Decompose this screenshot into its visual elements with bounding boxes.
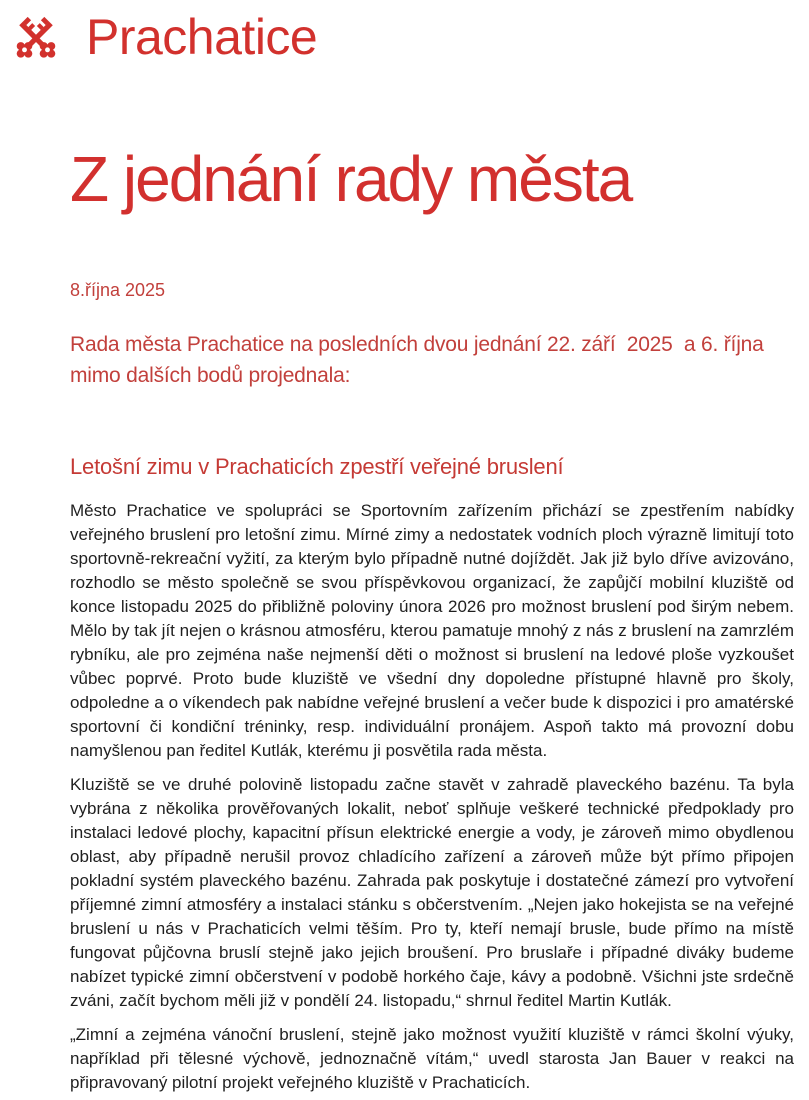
intro-line-2: mimo dalších bodů projednala: [70, 364, 351, 388]
body-paragraph-2: Kluziště se ve druhé polovině listopadu začne stavět v zahradě plaveckého bazénu. Ta byla vybrána z několika prověřovaných lokalit, neboť splňuje veškeré technické předpoklady pro instalaci ledové plochy, kapacitní přísun elektrické energie a vody, je zároveň mimo obydlenou oblast, aby případně nerušil provoz chladícího zařízení a zároveň může být přímo připojen pokladní systém plaveckého bazénu. Zahrada pak poskytuje i dostatečné zámezí pro vytvoření příjemné zimní atmosféry a instalaci stánku s občerstvením. „Nejen jako hokejista se na veřejné bruslení u nás v Prachaticích velmi těším. Pro ty, kteří nemají brusle, bude přímo na místě fungovat půjčovna bruslí stejně jako jejich broušení. Pro bruslaře i případné diváky budeme nabízet typické zimní občerstvení v podobě horkého čaje, kávy a podobně. Všichni jste srdečně zváni, začít bychom měli již v pondělí 24. listopadu,“ shrnul ředitel Martin Kutlák. [70, 775, 794, 1011]
crossed-keys-icon [10, 13, 62, 67]
body-paragraph-1: Město Prachatice ve spolupráci se Sportovním zařízením přichází se zpestřením nabídky veřejného bruslení pro letošní zimu. Mírné zimy a nedostatek vodních ploch výrazně limitují toto sportovně-rekreační vyžití, za kterým bylo případně nutné dojíždět. Jak již bylo dříve avizováno, rozhodlo se město společně se svou příspěvkovou organizací, že zapůjčí mobilní kluziště od konce listopadu 2025 do přibližně poloviny února 2026 pro možnost bruslení pod širým nebem. Mělo by tak jít nejen o krásnou atmosféru, kterou pamatuje mnohý z nás z bruslení na zamrzlém rybníku, ale pro zejména naše nejmenší děti o možnost si bruslení na ledové ploše vyzkoušet vůbec poprvé. Proto bude kluziště ve všední dny dopoledne přístupné hlavně pro školy, odpoledne a o víkendech pak nabídne veřejné bruslení a večer bude k dispozici i pro amatérské sportovní či kondiční tréninky, resp. individuální pronájem. Aspoň takto má provozní dobu namyšlenou pan ředitel Kutlák, kterému ji posvětila rada města. [70, 501, 794, 761]
brand-name: Prachatice [86, 9, 318, 65]
body-paragraph-3: „Zimní a zejména vánoční bruslení, stejně jako možnost využití kluziště v rámci školní výuky, například při tělesné výchově, jednoznačně vítám,“ uvedl starosta Jan Bauer v reakci na připravovaný pilotní projekt veřejného kluziště v Prachaticích. [70, 1025, 794, 1093]
article-intro [70, 329, 794, 391]
intro-line-1: Rada města Prachatice na posledních dvou jednání 22. září 2025 a 6. října [70, 333, 764, 357]
section-heading: Letošní zimu v Prachaticích zpestří veřejné bruslení [70, 454, 564, 480]
article-date: 8.října 2025 [70, 280, 166, 301]
page-title: Z jednání rady města [70, 143, 632, 215]
article-body [70, 499, 794, 1095]
brand-header [10, 9, 794, 68]
